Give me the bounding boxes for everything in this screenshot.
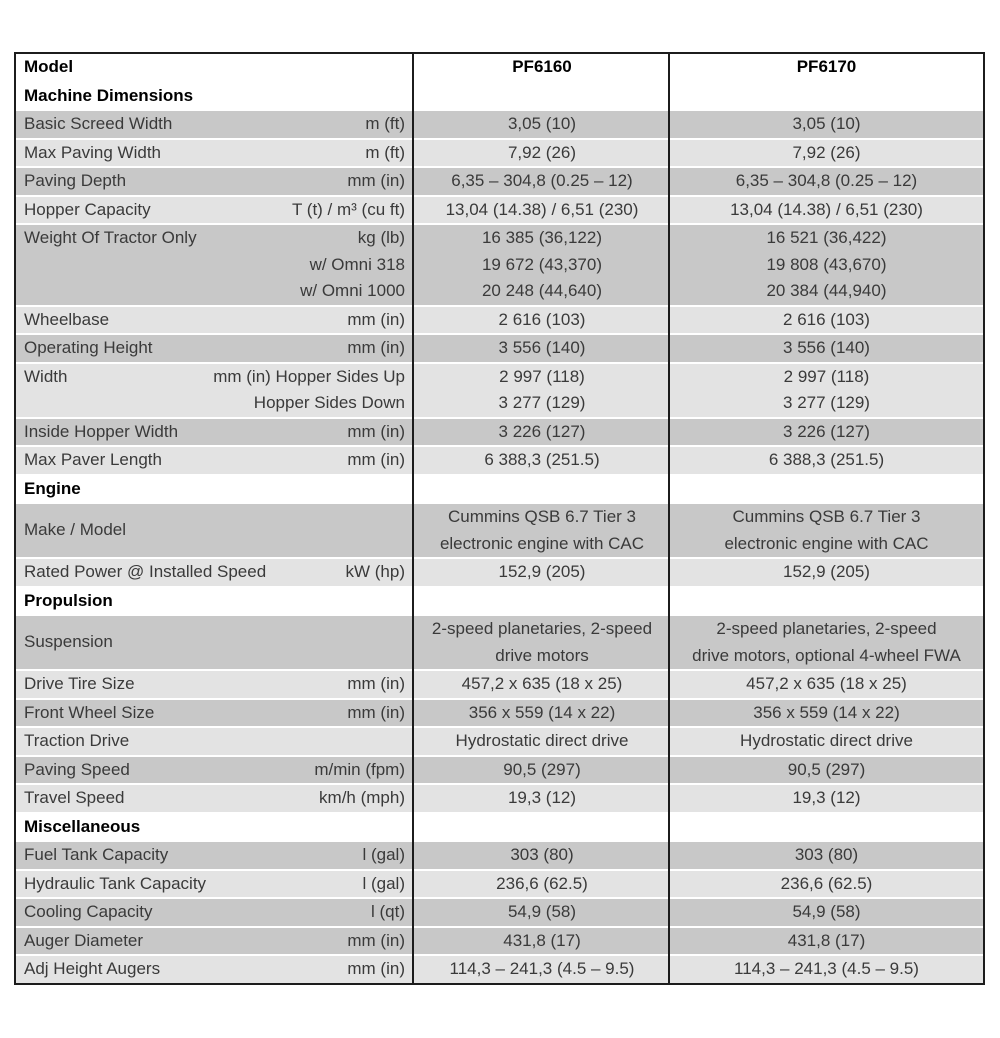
spec-value-pf6170 [670, 871, 983, 898]
spec-unit-line: mm (in) [347, 702, 405, 722]
spec-label: Max Paving Width [24, 142, 161, 162]
spec-value-pf6170 [670, 168, 983, 195]
spec-value-line: 13,04 (14.38) / 6,51 (230) [445, 199, 639, 219]
section-title-cell [16, 588, 414, 615]
spec-value-line: 236,6 (62.5) [496, 873, 588, 893]
spec-value-pf6160 [414, 928, 670, 955]
spec-value-line: 2 997 (118) [499, 366, 585, 386]
spec-value-line: 3 226 (127) [783, 421, 870, 441]
spec-value-line: 54,9 (58) [792, 902, 861, 921]
spec-row [16, 671, 983, 700]
spec-label-cell [16, 307, 414, 334]
spec-label: Fuel Tank Capacity [24, 845, 169, 864]
section-title-cell [16, 814, 414, 841]
spec-unit-line: mm (in) [347, 674, 405, 693]
spec-label-cell [16, 928, 414, 955]
spec-value-line: 20 248 (44,640) [481, 281, 603, 300]
spec-value-line: 16 521 (36,422) [766, 228, 887, 247]
spec-label: Travel Speed [24, 788, 125, 807]
spec-value-pf6160 [414, 111, 670, 138]
spec-label-cell [16, 419, 414, 446]
spec-unit-line: kg (lb) [357, 228, 405, 247]
table-body [16, 83, 983, 983]
spec-value-line: 2-speed planetaries, 2-speed [431, 619, 653, 638]
spec-value-pf6160 [414, 785, 670, 812]
spec-row [16, 559, 983, 588]
spec-value-line: 3,05 (10) [792, 114, 861, 133]
spec-value-pf6170 [670, 447, 983, 474]
spec-unit [292, 197, 405, 224]
spec-label-cell [16, 364, 414, 417]
spec-unit-line: T (t) / m³ (cu ft) [291, 199, 405, 219]
spec-value-pf6170 [670, 504, 983, 557]
spec-value-pf6160 [414, 616, 670, 669]
spec-label-cell [16, 559, 414, 586]
spec-value-pf6160 [414, 447, 670, 474]
spec-unit-line: w/ Omni 318 [309, 254, 405, 274]
spec-value-pf6160 [414, 757, 670, 784]
section-title: Engine [24, 478, 81, 498]
spec-value-line: 303 (80) [510, 845, 574, 864]
spec-value-pf6160 [414, 700, 670, 727]
spec-unit-line: w/ Omni 1000 [300, 281, 405, 300]
section-title-cell [16, 83, 414, 110]
spec-value-pf6170 [670, 956, 983, 983]
spec-value-line: 19 808 (43,670) [766, 254, 887, 274]
spec-label: Wheelbase [24, 309, 110, 329]
spec-value-line: 3 277 (129) [783, 393, 870, 412]
spec-value-line: Cummins QSB 6.7 Tier 3 [732, 507, 921, 526]
spec-label-cell [16, 956, 414, 983]
spec-value-pf6160 [414, 140, 670, 167]
section-title-row [16, 814, 983, 843]
spec-value-pf6170 [670, 928, 983, 955]
section-title-row [16, 83, 983, 112]
spec-label: Width [24, 366, 68, 386]
spec-unit [314, 757, 405, 784]
spec-value-line: 356 x 559 (14 x 22) [468, 702, 616, 722]
spec-value-pf6170 [670, 364, 983, 417]
section-title-cell [16, 476, 414, 503]
spec-unit-line: mm (in) [347, 959, 405, 978]
spec-value-line: 457,2 x 635 (18 x 25) [746, 674, 907, 693]
spec-value-line: 3 277 (129) [498, 393, 586, 412]
spec-value-pf6160 [414, 956, 670, 983]
spec-label-cell [16, 728, 414, 755]
spec-label-cell [16, 197, 414, 224]
spec-unit-line: mm (in) Hopper Sides Up [213, 366, 405, 386]
spec-unit [347, 671, 405, 698]
model-label: Model [24, 57, 74, 76]
spec-row [16, 899, 983, 928]
spec-row [16, 504, 983, 559]
spec-unit-line: kW (hp) [345, 562, 405, 581]
spec-label: Cooling Capacity [24, 902, 153, 921]
spec-label-cell [16, 447, 414, 474]
spec-value-pf6170 [670, 111, 983, 138]
spec-value-line: 356 x 559 (14 x 22) [753, 702, 900, 722]
spec-unit-line: l (gal) [362, 845, 405, 864]
spec-label-cell [16, 111, 414, 138]
spec-label: Make / Model [24, 520, 127, 540]
spec-row [16, 140, 983, 169]
spec-row [16, 168, 983, 197]
spec-label-cell [16, 899, 414, 926]
spec-value-line: drive motors, optional 4-wheel FWA [692, 645, 961, 665]
spec-row [16, 842, 983, 871]
spec-unit [347, 335, 405, 362]
spec-value-pf6160 [414, 504, 670, 557]
spec-unit-line: mm (in) [347, 309, 405, 329]
spec-value-line: 2 616 (103) [783, 309, 870, 329]
spec-row [16, 757, 983, 786]
spec-row [16, 111, 983, 140]
spec-row [16, 956, 983, 983]
spec-unit [362, 871, 405, 898]
spec-value-pf6170 [670, 225, 983, 305]
spec-value-pf6170 [670, 140, 983, 167]
spec-unit-line: m (ft) [365, 142, 405, 162]
spec-label-cell [16, 225, 414, 305]
spec-value-line: 20 384 (44,940) [766, 281, 887, 300]
spec-label: Paving Depth [24, 171, 127, 190]
spec-unit-line: mm (in) [347, 450, 405, 469]
spec-value-line: 457,2 x 635 (18 x 25) [461, 674, 623, 693]
spec-value-line: electronic engine with CAC [724, 533, 929, 553]
column-header-pf6160: PF6160 [512, 57, 572, 76]
spec-unit [300, 225, 405, 305]
spec-label: Front Wheel Size [24, 702, 155, 722]
spec-value-line: 431,8 (17) [787, 930, 866, 950]
spec-value-line: 7,92 (26) [792, 142, 861, 162]
spec-label-cell [16, 629, 414, 656]
spec-row [16, 728, 983, 757]
section-title-row [16, 476, 983, 505]
spec-row [16, 871, 983, 900]
spec-value-line: 7,92 (26) [507, 142, 577, 162]
spec-value-pf6160 [414, 225, 670, 305]
section-title: Machine Dimensions [24, 85, 194, 105]
spec-value-pf6170 [670, 757, 983, 784]
spec-label: Weight Of Tractor Only [24, 228, 197, 247]
spec-label: Hydraulic Tank Capacity [24, 873, 207, 893]
spec-row [16, 307, 983, 336]
spec-row [16, 616, 983, 671]
spec-value-line: 6 388,3 (251.5) [484, 450, 600, 469]
spec-value-pf6160 [414, 168, 670, 195]
spec-unit [365, 140, 405, 167]
spec-value-pf6170 [670, 616, 983, 669]
column-header-pf6170: PF6170 [796, 57, 857, 76]
spec-value-line: Hydrostatic direct drive [455, 731, 629, 750]
spec-row [16, 364, 983, 419]
spec-value-pf6160 [414, 197, 670, 224]
spec-value-pf6170 [670, 700, 983, 727]
spec-value-pf6160 [414, 307, 670, 334]
spec-unit-line: l (gal) [362, 873, 405, 893]
column-divider [412, 54, 414, 983]
spec-unit-line: Hopper Sides Down [253, 393, 405, 412]
spec-value-line: 431,8 (17) [503, 930, 581, 950]
table-header-row [16, 54, 983, 83]
spec-value-line: 54,9 (58) [507, 902, 577, 921]
spec-value-pf6160 [414, 899, 670, 926]
spec-unit [347, 956, 405, 983]
spec-value-pf6170 [670, 197, 983, 224]
spec-value-line: electronic engine with CAC [439, 533, 645, 553]
spec-value-line: 3 226 (127) [498, 421, 586, 441]
spec-value-line: 152,9 (205) [498, 562, 586, 581]
column-divider [668, 54, 670, 983]
spec-label-cell [16, 700, 414, 727]
spec-value-pf6160 [414, 871, 670, 898]
spec-label-cell [16, 140, 414, 167]
spec-unit-line: mm (in) [347, 421, 405, 441]
spec-value-line: 114,3 – 241,3 (4.5 – 9.5) [449, 959, 635, 978]
spec-label: Hopper Capacity [24, 199, 151, 219]
spec-label-cell [16, 757, 414, 784]
spec-value-line: 3 556 (140) [498, 338, 586, 357]
spec-unit-line: m (ft) [365, 114, 405, 133]
spec-label: Rated Power @ Installed Speed [24, 562, 267, 581]
spec-value-line: Hydrostatic direct drive [740, 731, 913, 750]
spec-value-line: 2-speed planetaries, 2-speed [716, 619, 937, 638]
spec-unit [347, 700, 405, 727]
spec-value-pf6170 [670, 842, 983, 869]
spec-row [16, 335, 983, 364]
spec-value-line: 6,35 – 304,8 (0.25 – 12) [735, 171, 918, 190]
spec-label-cell [16, 842, 414, 869]
spec-value-line: 19,3 (12) [507, 788, 577, 807]
spec-value-line: 236,6 (62.5) [780, 873, 873, 893]
spec-value-line: 6,35 – 304,8 (0.25 – 12) [451, 171, 633, 190]
spec-value-line: drive motors [495, 645, 589, 665]
spec-row [16, 928, 983, 957]
spec-unit [213, 364, 405, 417]
spec-value-line: 3 556 (140) [783, 338, 870, 357]
spec-value-pf6170 [670, 559, 983, 586]
spec-row [16, 225, 983, 307]
spec-label: Basic Screed Width [24, 114, 173, 133]
spec-label-cell [16, 871, 414, 898]
spec-label: Auger Diameter [24, 930, 144, 950]
spec-unit [347, 307, 405, 334]
spec-value-line: 152,9 (205) [783, 562, 870, 581]
spec-unit-line: m/min (fpm) [314, 759, 405, 779]
spec-row [16, 785, 983, 814]
spec-unit [347, 447, 405, 474]
spec-value-line: 19 672 (43,370) [481, 254, 603, 274]
spec-value-line: 2 616 (103) [498, 309, 586, 329]
spec-value-line: 90,5 (297) [503, 759, 581, 779]
spec-label-cell [16, 335, 414, 362]
spec-value-pf6170 [670, 307, 983, 334]
spec-unit [319, 785, 405, 812]
spec-value-line: 114,3 – 241,3 (4.5 – 9.5) [734, 959, 919, 978]
spec-table [14, 52, 985, 985]
spec-value-pf6170 [670, 419, 983, 446]
spec-unit [346, 559, 406, 586]
spec-value-pf6160 [414, 842, 670, 869]
spec-label-cell [16, 785, 414, 812]
spec-value-pf6170 [670, 785, 983, 812]
spec-unit [371, 899, 405, 926]
spec-unit-line: mm (in) [347, 930, 405, 950]
spec-label: Operating Height [24, 338, 153, 357]
spec-value-line: 6 388,3 (251.5) [768, 450, 885, 469]
spec-unit-line: km/h (mph) [319, 788, 405, 807]
spec-value-pf6160 [414, 419, 670, 446]
spec-label: Paving Speed [24, 759, 130, 779]
spec-value-line: 3,05 (10) [507, 114, 577, 133]
spec-value-pf6170 [670, 671, 983, 698]
spec-value-pf6160 [414, 559, 670, 586]
section-title: Miscellaneous [24, 816, 141, 836]
spec-value-line: 90,5 (297) [787, 759, 866, 779]
spec-value-pf6170 [670, 728, 983, 755]
spec-label: Traction Drive [24, 731, 130, 750]
model-header-cell [16, 54, 414, 81]
spec-value-line: 13,04 (14.38) / 6,51 (230) [730, 199, 923, 219]
spec-unit [347, 168, 405, 195]
spec-label-cell [16, 671, 414, 698]
spec-value-pf6160 [414, 728, 670, 755]
spec-label: Max Paver Length [24, 450, 162, 469]
spec-row [16, 197, 983, 226]
spec-value-line: 16 385 (36,122) [481, 228, 603, 247]
section-title: Propulsion [24, 590, 113, 610]
spec-row [16, 447, 983, 476]
spec-value-line: 2 997 (118) [783, 366, 870, 386]
spec-unit-line: mm (in) [347, 171, 405, 190]
spec-row [16, 700, 983, 729]
spec-label: Suspension [24, 632, 113, 652]
spec-unit [347, 928, 405, 955]
spec-value-pf6160 [414, 364, 670, 417]
spec-label: Drive Tire Size [24, 674, 135, 693]
spec-value-pf6160 [414, 335, 670, 362]
spec-value-line: Cummins QSB 6.7 Tier 3 [447, 507, 636, 526]
spec-unit-line: l (qt) [371, 902, 405, 921]
spec-label-cell [16, 517, 414, 544]
spec-row [16, 419, 983, 448]
spec-value-line: 19,3 (12) [792, 788, 861, 807]
spec-label-cell [16, 168, 414, 195]
spec-unit-line: mm (in) [347, 338, 405, 357]
spec-unit [362, 842, 405, 869]
spec-value-line: 303 (80) [794, 845, 859, 864]
spec-label: Adj Height Augers [24, 959, 161, 978]
spec-unit [347, 419, 405, 446]
spec-value-pf6160 [414, 671, 670, 698]
spec-unit [365, 111, 405, 138]
spec-label: Inside Hopper Width [24, 421, 179, 441]
spec-value-pf6170 [670, 899, 983, 926]
section-title-row [16, 588, 983, 617]
spec-value-pf6170 [670, 335, 983, 362]
